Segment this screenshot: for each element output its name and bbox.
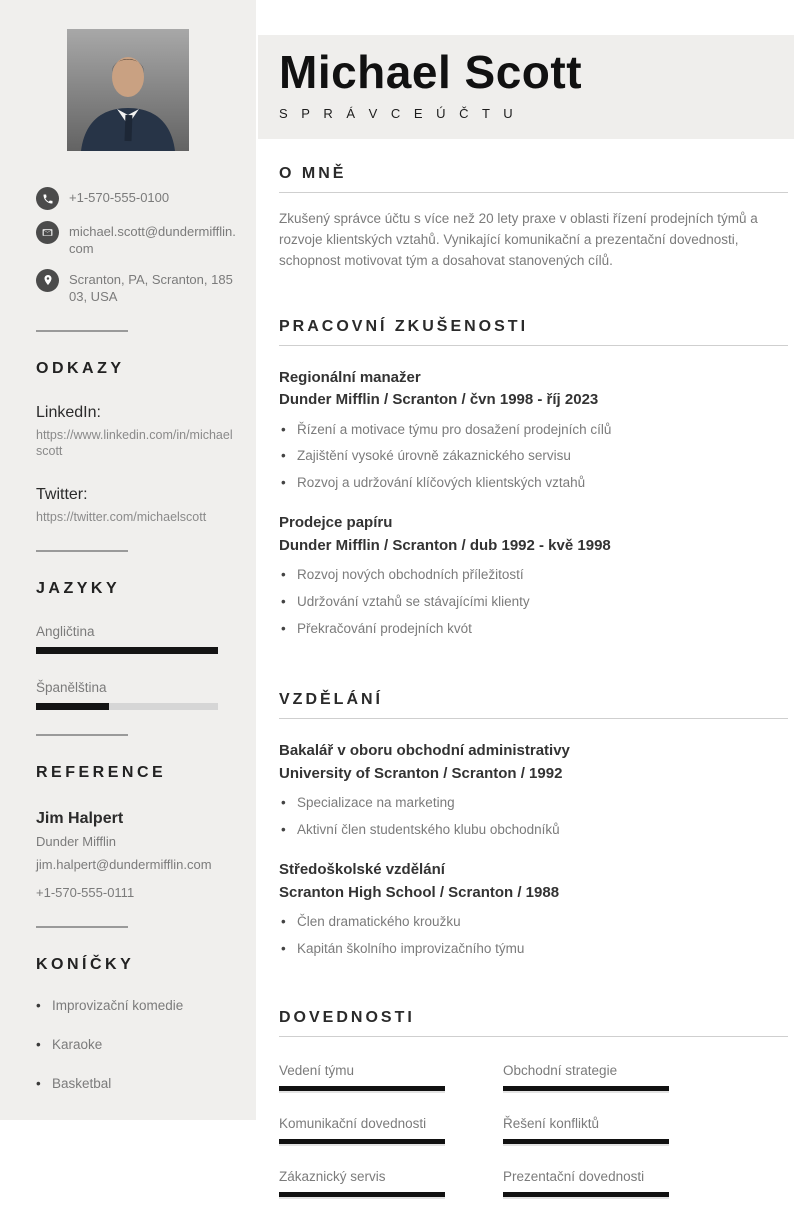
main-column: [256, 0, 794, 1185]
references-section-title: REFERENCE: [36, 764, 167, 782]
section-rule: [279, 192, 788, 193]
contact-info: [36, 187, 238, 306]
link-label: Twitter:: [36, 486, 88, 504]
language-item: [36, 680, 236, 710]
job-bullet: • Udržování vztahů se stávajícími klienty: [279, 593, 788, 611]
section-rule: [279, 718, 788, 719]
section-rule: [279, 345, 788, 346]
language-level-track: [36, 703, 218, 710]
job-title-text: Prodejce papíru: [279, 514, 393, 532]
education-entry: [279, 859, 788, 957]
school-meta: Scranton High School / Scranton / 1988: [279, 883, 560, 901]
skill-item: [279, 1169, 445, 1199]
hobby-item: • Karaoke: [36, 1037, 236, 1052]
skill-label: Prezentační dovednosti: [503, 1169, 645, 1185]
language-level-fill: [36, 703, 109, 710]
skill-level-bar: [503, 1139, 669, 1146]
sidebar-divider: [36, 330, 128, 332]
skill-label: Vedení týmu: [279, 1063, 355, 1079]
link-item: [36, 404, 236, 461]
job-entry: [279, 367, 788, 492]
location-text: Scranton, PA, Scranton, 18503, USA: [69, 271, 233, 304]
phone-icon: [36, 187, 59, 210]
education-bullet: • Specializace na marketing: [279, 794, 788, 812]
sidebar-divider: [36, 734, 128, 736]
about-title: O MNĚ: [279, 165, 347, 182]
education-bullet: • Aktivní člen studentského klubu obchodníků: [279, 821, 788, 839]
job-bullet: • Rozvoj a udržování klíčových klientských vztahů: [279, 474, 788, 492]
skill-level-bar: [279, 1086, 445, 1093]
skill-level-bar: [279, 1139, 445, 1146]
job-bullets: [279, 421, 788, 492]
education-bullet: • Člen dramatického kroužku: [279, 913, 788, 931]
sidebar: [0, 0, 256, 1120]
reference-name: Jim Halpert: [36, 810, 124, 828]
person-name: Michael Scott: [279, 46, 583, 98]
skills-grid: [279, 1063, 788, 1222]
job-bullet: • Překračování prodejních kvót: [279, 620, 788, 638]
hobbies-section: [36, 998, 236, 1091]
job-entry: [279, 512, 788, 637]
job-meta: Dunder Mifflin / Scranton / čvn 1998 - říj 2023: [279, 391, 599, 409]
links-section: [36, 404, 236, 527]
job-meta: Dunder Mifflin / Scranton / dub 1992 - kvě 1998: [279, 536, 611, 554]
skill-label: Obchodní strategie: [503, 1063, 618, 1079]
job-bullet: • Řízení a motivace týmu pro dosažení prodejních cílů: [279, 421, 788, 439]
language-name: Angličtina: [36, 624, 95, 640]
hobby-item: • Improvizační komedie: [36, 998, 236, 1013]
skill-level-bar: [279, 1192, 445, 1199]
reference-phone: +1-570-555-0111: [36, 885, 135, 901]
language-name: Španělština: [36, 680, 107, 696]
phone-number: +1-570-555-0100: [69, 190, 170, 205]
skill-level-bar: [503, 1086, 669, 1093]
about-section: [279, 165, 788, 272]
language-level-track: [36, 647, 218, 654]
envelope-icon: [36, 221, 59, 244]
language-item: [36, 624, 236, 654]
contact-location: [36, 269, 238, 306]
skill-level-bar: [503, 1192, 669, 1199]
experience-section: [279, 318, 788, 637]
hobby-item: • Basketbal: [36, 1076, 236, 1091]
header-band: [258, 35, 794, 139]
about-text: Zkušený správce účtu s více než 20 lety praxe v oblasti řízení prodejních týmů a rozvoje klientských vztahů. Vynikající komunikační a prezentační dovednosti, schopnost motivovat tým a dosahovat stanovených cílů.: [279, 211, 758, 268]
languages-section: [36, 624, 236, 710]
job-bullets: [279, 566, 788, 637]
portrait-illustration: [67, 29, 189, 151]
references-section: [36, 810, 236, 902]
languages-section-title: JAZYKY: [36, 580, 121, 598]
skill-label: Řešení konfliktů: [503, 1116, 600, 1132]
education-bullets: [279, 913, 788, 957]
link-url: https://twitter.com/michaelscott: [36, 510, 207, 525]
main-content: [256, 165, 794, 1222]
email-address: michael.scott@dundermifflin.com: [69, 224, 236, 256]
education-bullets: [279, 794, 788, 838]
contact-email: [36, 221, 238, 258]
hobbies-section-title: KONÍČKY: [36, 955, 135, 973]
education-title: VZDĚLÁNÍ: [279, 691, 383, 709]
school-meta: University of Scranton / Scranton / 1992: [279, 764, 563, 782]
reference-email: jim.halpert@dundermifflin.com: [36, 856, 212, 872]
skill-item: [503, 1116, 669, 1146]
section-rule: [279, 1036, 788, 1037]
links-section-title: ODKAZY: [36, 359, 125, 377]
contact-phone: [36, 187, 238, 210]
skill-item: [503, 1169, 669, 1199]
education-bullet: • Kapitán školního improvizačního týmu: [279, 940, 788, 958]
education-section: [279, 691, 788, 957]
link-item: [36, 486, 236, 526]
reference-company: Dunder Mifflin: [36, 834, 116, 850]
skills-title: DOVEDNOSTI: [279, 1009, 415, 1027]
link-label: LinkedIn:: [36, 403, 101, 421]
education-entry: [279, 740, 788, 838]
location-pin-icon: [36, 269, 59, 292]
hobby-list: [36, 998, 236, 1091]
link-url: https://www.linkedin.com/in/michaelscott: [36, 427, 233, 459]
job-bullet: • Zajištění vysoké úrovně zákaznického servisu: [279, 447, 788, 465]
degree-text: Bakalář v oboru obchodní administrativy: [279, 742, 570, 760]
language-level-fill: [36, 647, 218, 654]
degree-text: Středoškolské vzdělání: [279, 861, 445, 879]
skill-label: Komunikační dovednosti: [279, 1116, 427, 1132]
job-bullet: • Rozvoj nových obchodních příležitostí: [279, 566, 788, 584]
sidebar-divider: [36, 926, 128, 928]
skills-section: [279, 1009, 788, 1222]
skill-item: [279, 1116, 445, 1146]
skill-item: [503, 1063, 669, 1093]
job-title: S P R Á V C E Ú Č T U: [279, 105, 518, 121]
profile-photo: [67, 29, 189, 151]
skill-label: Zákaznický servis: [279, 1169, 386, 1185]
job-title-text: Regionální manažer: [279, 368, 421, 386]
experience-title: PRACOVNÍ ZKUŠENOSTI: [279, 317, 529, 335]
sidebar-divider: [36, 550, 128, 552]
reference-item: [36, 810, 236, 902]
skill-item: [279, 1063, 445, 1093]
